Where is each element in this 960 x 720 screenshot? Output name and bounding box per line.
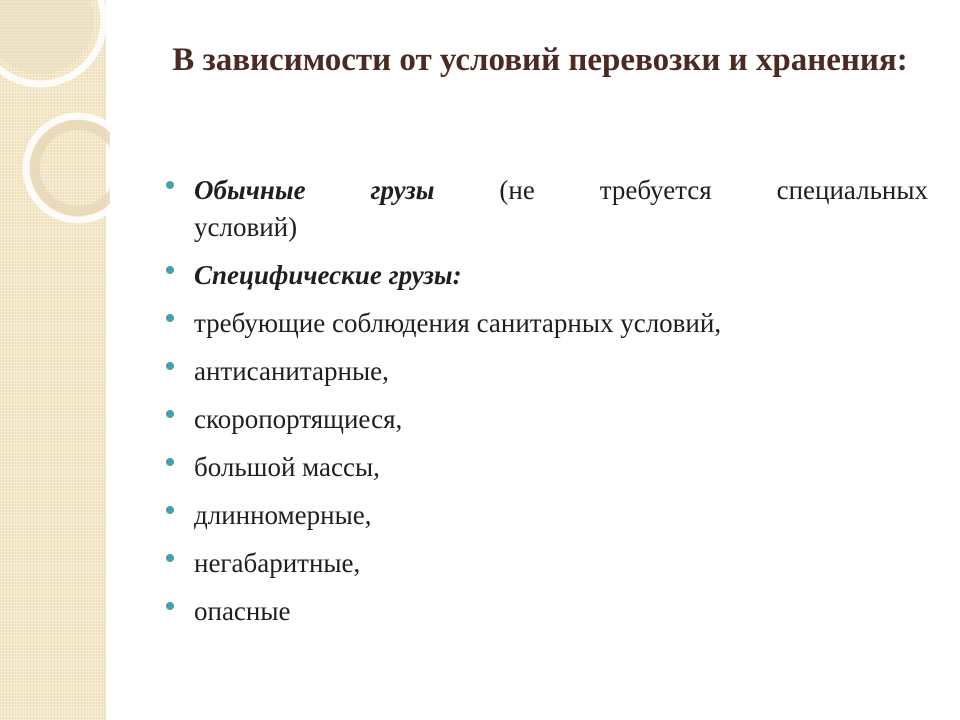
- list-item: [162, 257, 928, 294]
- bullet-text: скоропортящиеся,: [194, 404, 403, 434]
- decorative-rings: [0, 0, 110, 240]
- bullet-text-continued: условий): [194, 212, 298, 242]
- bullet-icon: [166, 362, 174, 370]
- slide-title: В зависимости от условий перевозки и хранения:: [172, 42, 908, 78]
- bullet-text: требующие соблюдения санитарных условий,: [194, 308, 722, 338]
- list-item: [162, 401, 928, 438]
- bullet-emphasis: Специфические грузы:: [194, 260, 462, 290]
- bullet-text: негабаритные,: [194, 548, 361, 578]
- bullet-icon: [166, 410, 174, 418]
- list-item: [162, 497, 928, 534]
- bullet-emphasis: Обычные грузы: [194, 175, 435, 205]
- bullet-icon: [166, 181, 174, 189]
- bullet-text: опасные: [194, 596, 291, 626]
- bullet-icon: [166, 602, 174, 610]
- bullet-text: большой массы,: [194, 452, 380, 482]
- list-item: [162, 172, 928, 246]
- bullet-icon: [166, 458, 174, 466]
- title-area: [150, 38, 930, 82]
- list-item: [162, 305, 928, 342]
- list-item: [162, 593, 928, 630]
- bullet-list: [162, 172, 928, 641]
- bullet-icon: [166, 266, 174, 274]
- bullet-text: длинномерные,: [194, 500, 372, 530]
- bullet-icon: [166, 554, 174, 562]
- list-item: [162, 545, 928, 582]
- list-item: [162, 449, 928, 486]
- bullet-first-line: [194, 172, 928, 209]
- list-item: [162, 353, 928, 390]
- bullet-text: (не требуется специальных: [499, 175, 929, 205]
- bullet-text: антисанитарные,: [194, 356, 389, 386]
- bullet-icon: [166, 506, 174, 514]
- bullet-icon: [166, 314, 174, 322]
